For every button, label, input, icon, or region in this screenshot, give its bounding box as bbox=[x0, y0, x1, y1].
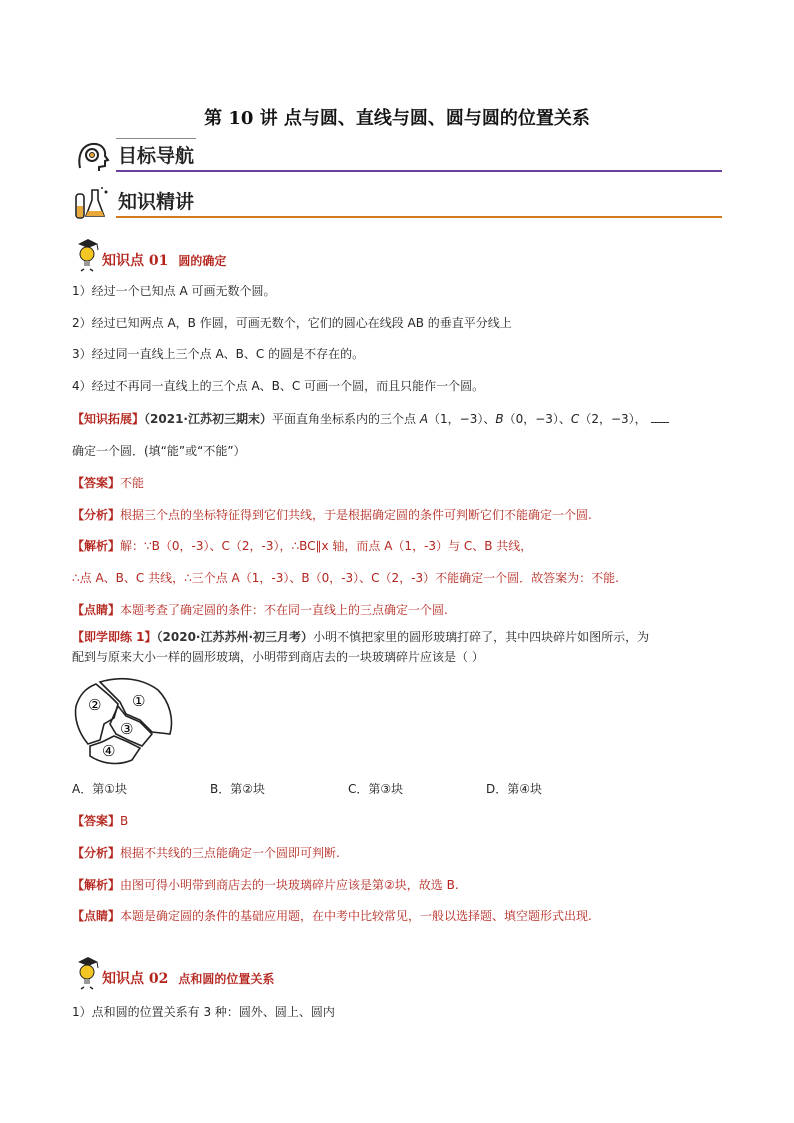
page-title: 第 10 讲 点与圆、直线与圆、圆与圆的位置关系 bbox=[204, 108, 590, 129]
knowledge-point-01-title bbox=[102, 250, 226, 270]
point-b: B bbox=[495, 412, 504, 426]
kp1-point-1: 1）经过一个已知点 A 可画无数个圆。 bbox=[72, 284, 276, 298]
fragment-label-4: ④ bbox=[102, 742, 116, 760]
solution-text-2: ∴点 A、B、C 共线，∴三个点 A（1，-3）、B（0，-3）、C（2，-3）不能确定一个圆．故答案为：不能. bbox=[72, 571, 619, 585]
ext-analysis bbox=[72, 506, 732, 524]
point-c-coord: （2，−3）， bbox=[579, 412, 647, 426]
practice-solution bbox=[72, 876, 732, 894]
solution-tag: 【解析】 bbox=[72, 539, 121, 553]
option-a[interactable]: A．第①块 bbox=[72, 782, 127, 796]
practice-comment-text: 本题是确定圆的条件的基础应用题，在中考中比较常见，一般以选择题、填空题形式出现. bbox=[120, 909, 592, 923]
practice-comment-tag: 【点睛】 bbox=[72, 909, 121, 923]
solution-text-1: 解：∵B（0，-3）、C（2，-3），∴BC∥x 轴，而点 A（1，-3）与 C、B 共线， bbox=[120, 539, 533, 553]
kp1-point-4: 4）经过不再同一直线上的三个点 A、B、C 可画一个圆，而且只能作一个圆。 bbox=[72, 379, 485, 393]
practice-analysis-text: 根据不共线的三点能确定一个圆即可判断. bbox=[120, 846, 340, 860]
ext-answer bbox=[72, 474, 732, 492]
kp2-subtitle: 点和圆的位置关系 bbox=[178, 972, 275, 986]
section-header-goal bbox=[72, 138, 722, 172]
answer-tag: 【答案】 bbox=[72, 476, 121, 490]
section-rule-goal bbox=[116, 170, 722, 172]
practice-question-line-2: 配到与原来大小一样的圆形玻璃，小明带到商店去的一块玻璃碎片应该是（ ） bbox=[72, 650, 484, 664]
knowledge-point-02-title bbox=[102, 968, 274, 988]
point-a-coord: （1，−3）、 bbox=[428, 412, 496, 426]
section-title-goal: 目标导航 bbox=[118, 145, 195, 167]
ext-solution-line-2 bbox=[72, 569, 732, 587]
section-rule-knowledge bbox=[116, 216, 722, 218]
practice-source: （2020·江苏苏州·初三月考） bbox=[156, 630, 314, 644]
practice-solution-tag: 【解析】 bbox=[72, 878, 121, 892]
answer-text: 不能 bbox=[120, 476, 145, 490]
kp1-label: 知识点 01 bbox=[102, 253, 169, 269]
ext-comment bbox=[72, 601, 732, 619]
flask-icon bbox=[72, 184, 112, 220]
graduate-bulb-icon bbox=[72, 236, 102, 272]
option-d[interactable]: D．第④块 bbox=[486, 782, 542, 796]
fragment-label-1: ① bbox=[132, 692, 146, 710]
practice-analysis-tag: 【分析】 bbox=[72, 846, 121, 860]
kp2-label: 知识点 02 bbox=[102, 971, 169, 987]
ext-source: （2021·江苏初三期末） bbox=[144, 412, 272, 426]
practice-question-line-1 bbox=[72, 628, 732, 646]
kp2-point-1: 1）点和圆的位置关系有 3 种：圆外、圆上、圆内 bbox=[72, 1005, 335, 1019]
fragment-label-2: ② bbox=[88, 696, 102, 714]
fragment-label-3: ③ bbox=[120, 720, 134, 738]
ext-question-line-1 bbox=[72, 410, 732, 428]
header-top-rule bbox=[116, 138, 196, 139]
analysis-text: 根据三个点的坐标特征得到它们共线，于是根据确定圆的条件可判断它们不能确定一个圆. bbox=[120, 508, 592, 522]
ext-question-line-2: 确定一个圆．(填“能”或“不能”） bbox=[72, 444, 246, 458]
ext-solution-line-1 bbox=[72, 537, 732, 555]
option-c[interactable]: C．第③块 bbox=[348, 782, 404, 796]
practice-answer-text: B bbox=[120, 814, 129, 828]
graduate-bulb-icon bbox=[72, 954, 102, 990]
practice-answer bbox=[72, 812, 732, 830]
head-gear-icon bbox=[72, 138, 112, 174]
practice-answer-tag: 【答案】 bbox=[72, 814, 121, 828]
ext-question-text: 平面直角坐标系内的三个点 bbox=[271, 412, 420, 426]
option-b[interactable]: B．第②块 bbox=[210, 782, 265, 796]
point-a: A bbox=[419, 412, 429, 426]
kp1-point-3: 3）经过同一直线上三个点 A、B、C 的圆是不存在的。 bbox=[72, 347, 365, 361]
section-title-knowledge: 知识精讲 bbox=[118, 191, 195, 213]
comment-tag: 【点睛】 bbox=[72, 603, 121, 617]
kp1-point-2: 2）经过已知两点 A，B 作圆，可画无数个，它们的圆心在线段 AB 的垂直平分线上 bbox=[72, 316, 512, 330]
section-header-knowledge bbox=[72, 184, 722, 218]
kp1-subtitle: 圆的确定 bbox=[178, 254, 227, 268]
analysis-tag: 【分析】 bbox=[72, 508, 121, 522]
practice-options bbox=[72, 780, 732, 798]
practice-tag: 【即学即练 1】 bbox=[72, 630, 157, 644]
ext-tag: 【知识拓展】 bbox=[72, 412, 145, 426]
practice-solution-text: 由图可得小明带到商店去的一块玻璃碎片应该是第②块，故选 B. bbox=[120, 878, 459, 892]
comment-text: 本题考查了确定圆的条件：不在同一直线上的三点确定一个圆. bbox=[120, 603, 448, 617]
answer-blank[interactable] bbox=[651, 410, 669, 423]
practice-question-text-1: 小明不慎把家里的圆形玻璃打碎了，其中四块碎片如图所示，为 bbox=[313, 630, 650, 644]
point-b-coord: （0，−3）、 bbox=[503, 412, 571, 426]
glass-fragments-figure bbox=[70, 674, 176, 772]
practice-analysis bbox=[72, 844, 732, 862]
practice-comment bbox=[72, 907, 732, 925]
point-c: C bbox=[570, 412, 580, 426]
